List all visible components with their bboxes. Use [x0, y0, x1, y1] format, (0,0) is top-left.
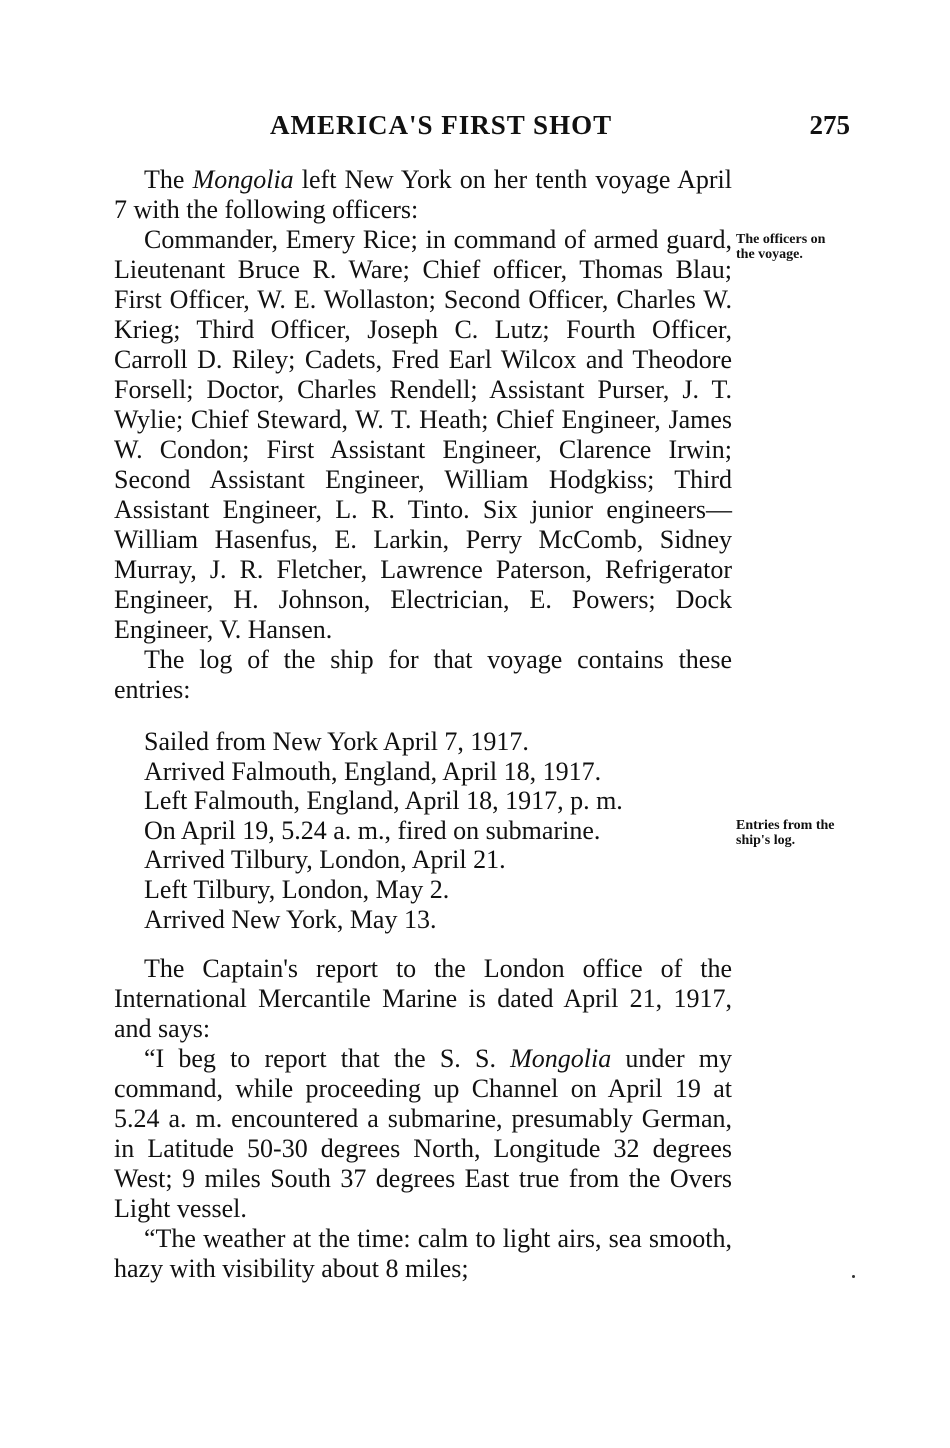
text-run: under my command, while proceeding up Channel on April 19 at 5.24 a. m. encountered a submarine, presumably German, in Latitude 50-30 degrees North, Longitude 32 degrees West; 9 miles South 37 degrees East true from the Overs Light vessel.: [114, 1044, 733, 1224]
margin-note-log: Entries from the ship's log.: [736, 818, 835, 848]
main-text: [114, 165, 732, 1284]
ship-name: Mongolia: [510, 1044, 612, 1074]
text-run: left New York on her tenth voyage April 7 with the following officers:: [114, 165, 733, 224]
log-entry: Left Tilbury, London, May 2.: [144, 874, 450, 904]
paragraph-voyage-intro: [114, 165, 732, 225]
text-run: “I beg to report that the S. S.: [144, 1044, 511, 1074]
paragraph-log-intro: The log of the ship for that voyage contains these entries:: [114, 645, 732, 704]
margin-note-officers: The officers on the voyage.: [736, 232, 826, 262]
paragraph-report-quote: [114, 1044, 732, 1224]
paragraph-officers-list: Commander, Emery Rice; in command of armed guard, Lieutenant Bruce R. Ware; Chief officer, Thomas Blau; First Officer, W. E. Wollaston; Second Officer, Charles W. Krieg; Third Officer, Joseph C. Lutz; Fourth Officer, Carroll D. Riley; Cadets, Fred Earl Wilcox and Theodore Forsell; Doctor, Charles Rendell; Assistant Purser, J. T. Wylie; Chief Steward, W. T. Heath; Chief Engineer, James W. Condon; First Assistant Engineer, Clarence Irwin; Second Assistant Engineer, William Hodgkiss; Third Assistant Engineer, L. R. Tinto. Six junior engineers—William Hasenfus, E. Larkin, Perry McComb, Sidney Murray, J. R. Fletcher, Lawrence Paterson, Refrigerator Engineer, H. Johnson, Electrician, E. Powers; Dock Engineer, V. Hansen.: [114, 225, 732, 644]
page-header: [110, 110, 850, 144]
log-entry: Arrived New York, May 13.: [144, 904, 437, 934]
running-title: AMERICA'S FIRST SHOT: [270, 110, 613, 140]
ship-name: Mongolia: [192, 165, 294, 194]
log-entry: Arrived Falmouth, England, April 18, 1917.: [144, 756, 602, 786]
log-entry: Arrived Tilbury, London, April 21.: [144, 845, 506, 875]
page-number: 275: [809, 110, 850, 140]
log-entry: Left Falmouth, England, April 18, 1917, p. m.: [144, 786, 623, 816]
log-entry: On April 19, 5.24 a. m., fired on submarine.: [144, 815, 601, 845]
log-entries: [144, 727, 732, 934]
print-speck: [852, 1275, 855, 1278]
log-entry: Sailed from New York April 7, 1917.: [144, 727, 529, 756]
paragraph-captain-report-intro: The Captain's report to the London office of the International Mercantile Marine is dated April 21, 1917, and says:: [114, 954, 732, 1044]
paragraph-weather: “The weather at the time: calm to light airs, sea smooth, hazy with visibility about 8 miles;: [114, 1224, 732, 1284]
text-run: The: [144, 165, 193, 194]
